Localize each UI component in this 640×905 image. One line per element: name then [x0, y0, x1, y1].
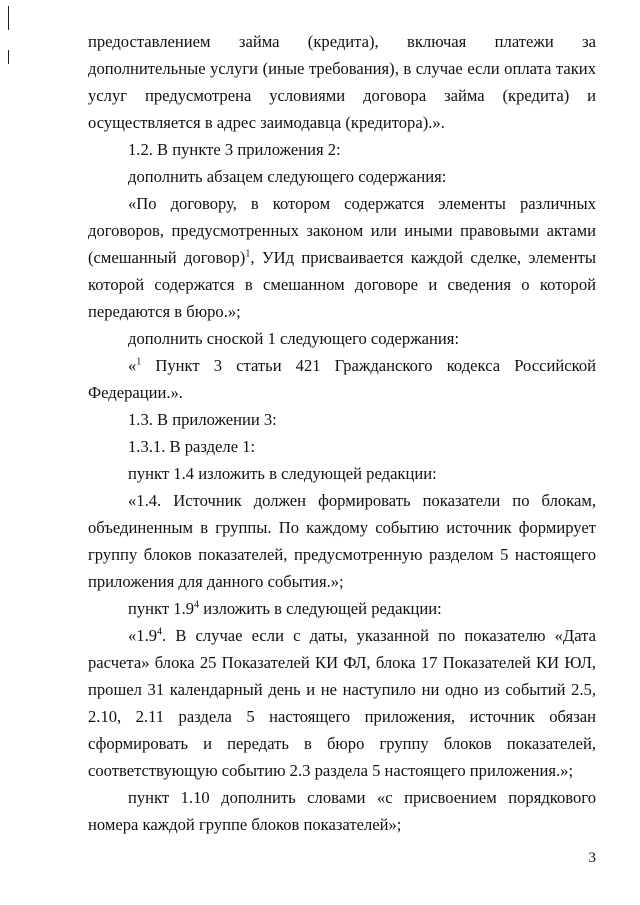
- footnote-mark: 1: [245, 248, 251, 260]
- margin-mark-second: [8, 50, 9, 64]
- paragraph: пункт 1.4 изложить в следующей редакции:: [128, 464, 437, 483]
- paragraph: «$1.9^4$. В случае если с даты, указанной по показателю «Дата расчета» блока 25 Показателей КИ ФЛ, блока 17 Показателей КИ ЮЛ, прошел 31 календарный день и не наступило ни одно из событий 2.5, 2.10, 2.11 раздела 5 настоящего приложения, источник обязан сформировать и передать в бюро группу блоков показателей, соответствующую событию 2.3 раздела 5 настоящего приложения.»;: [88, 626, 596, 780]
- paragraph: дополнить абзацем следующего содержания:: [128, 167, 447, 186]
- page-number: 3: [588, 850, 596, 866]
- superscript: 4: [194, 599, 200, 611]
- paragraph: 1.2. В пункте 3 приложения 2:: [128, 140, 341, 159]
- paragraph: 1.3. В приложении 3:: [128, 410, 277, 429]
- paragraph: пункт $1.9^4$ изложить в следующей редакции:: [128, 599, 442, 618]
- footnote-mark: 1: [136, 356, 142, 368]
- paragraph: «1.4. Источник должен формировать показатели по блокам, объединенным в группы. По каждому событию источник формирует группу блоков показателей, предусмотренную разделом 5 настоящего приложения для данного события.»;: [88, 491, 596, 591]
- paragraph: дополнить сноской 1 следующего содержания:: [128, 329, 460, 348]
- margin-mark-top: [8, 6, 9, 30]
- paragraph: предоставлением займа (кредита), включая платежи за дополнительные услуги (иные требования), в случае если оплата таких услуг предусмотрена условиями договора займа (кредита) и осуществляется в адрес заимодавца (кредитора).».: [88, 32, 596, 132]
- paragraph: «$^1$ Пункт 3 статьи 421 Гражданского кодекса Российской Федерации.».: [88, 356, 596, 402]
- paragraph: 1.3.1. В разделе 1:: [128, 437, 256, 456]
- paragraph: пункт 1.10 дополнить словами «с присвоением порядкового номера каждой группе блоков показателей»;: [88, 788, 596, 834]
- paragraph: «По договору, в котором содержатся элементы различных договоров, предусмотренных законом или иными правовыми актами (смешанный договор)$^1$, УИд присваивается каждой сделке, элементы которой содержатся в смешанном договоре и сведения о которой передаются в бюро.»;: [88, 194, 597, 321]
- superscript: 4: [157, 626, 163, 638]
- document-body: [88, 28, 596, 838]
